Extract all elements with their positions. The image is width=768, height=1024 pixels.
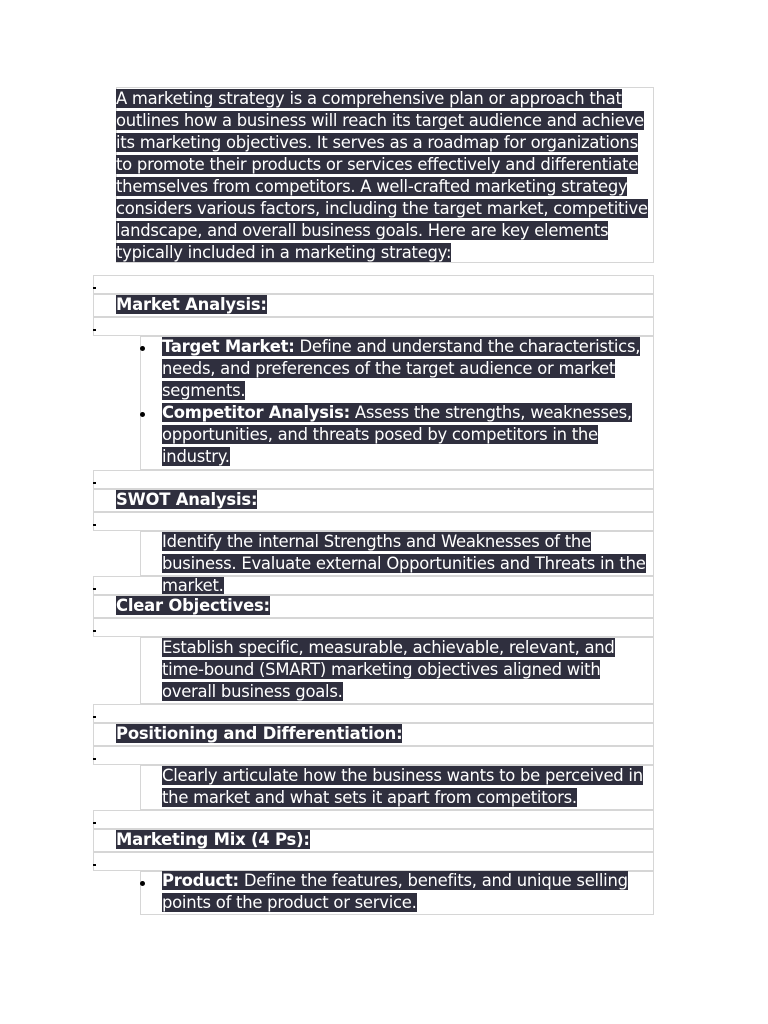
bullet-icon <box>140 881 145 886</box>
list-item-positioning: Clearly articulate how the business wants to be perceived in the market and what sets it apart from competitors. <box>162 766 643 807</box>
section-heading-positioning: Positioning and Differentiation: <box>116 724 403 743</box>
spacer-row <box>93 470 654 489</box>
section-heading-marketing-mix: Marketing Mix (4 Ps): <box>116 830 310 849</box>
spacer-marker <box>93 329 96 331</box>
spacer-marker <box>93 716 96 718</box>
spacer-marker <box>93 588 96 590</box>
section-heading-clear-objectives: Clear Objectives: <box>116 596 270 615</box>
spacer-row <box>93 852 654 871</box>
spacer-marker <box>93 864 96 866</box>
bullet-icon <box>140 412 145 417</box>
list-item-objectives: Establish specific, measurable, achievable, relevant, and time-bound (SMART) marketing objectives aligned with overall business goals. <box>162 638 615 701</box>
spacer-marker <box>93 287 96 289</box>
intro-paragraph <box>116 88 654 264</box>
list-item-target-market: Target Market: Define and understand the characteristics, needs, and preferences of the target audience or market segments. <box>162 337 641 400</box>
spacer-marker <box>93 822 96 824</box>
spacer-marker <box>93 630 96 632</box>
list-item-product: Product: Define the features, benefits, and unique selling points of the product or service. <box>162 871 628 912</box>
intro-text: A marketing strategy is a comprehensive plan or approach that outlines how a business will reach its target audience and achieve its marketing objectives. It serves as a roadmap for organizations to promote their products or services effectively and differentiate themselves from competitors. A well-crafted marketing strategy considers various factors, including the target market, competitive landscape, and overall business goals. Here are key elements typically included in a marketing strategy: <box>116 89 648 262</box>
section-heading-swot-analysis: SWOT Analysis: <box>116 490 258 509</box>
spacer-row <box>93 512 654 531</box>
spacer-marker <box>93 758 96 760</box>
spacer-row <box>93 746 654 765</box>
spacer-row <box>93 317 654 336</box>
list-item-competitor-analysis: Competitor Analysis: Assess the strengths, weaknesses, opportunities, and threats posed by competitors in the industry. <box>162 403 632 466</box>
section-heading-market-analysis: Market Analysis: <box>116 295 267 314</box>
spacer-marker <box>93 482 96 484</box>
spacer-row <box>93 704 654 723</box>
spacer-row <box>93 576 654 595</box>
list-item-swot: Identify the internal Strengths and Weaknesses of the business. Evaluate external Opportunities and Threats in the market. <box>162 532 646 595</box>
spacer-marker <box>93 524 96 526</box>
bullet-icon <box>140 346 145 351</box>
spacer-row <box>93 275 654 294</box>
spacer-row <box>93 810 654 829</box>
spacer-row <box>93 618 654 637</box>
